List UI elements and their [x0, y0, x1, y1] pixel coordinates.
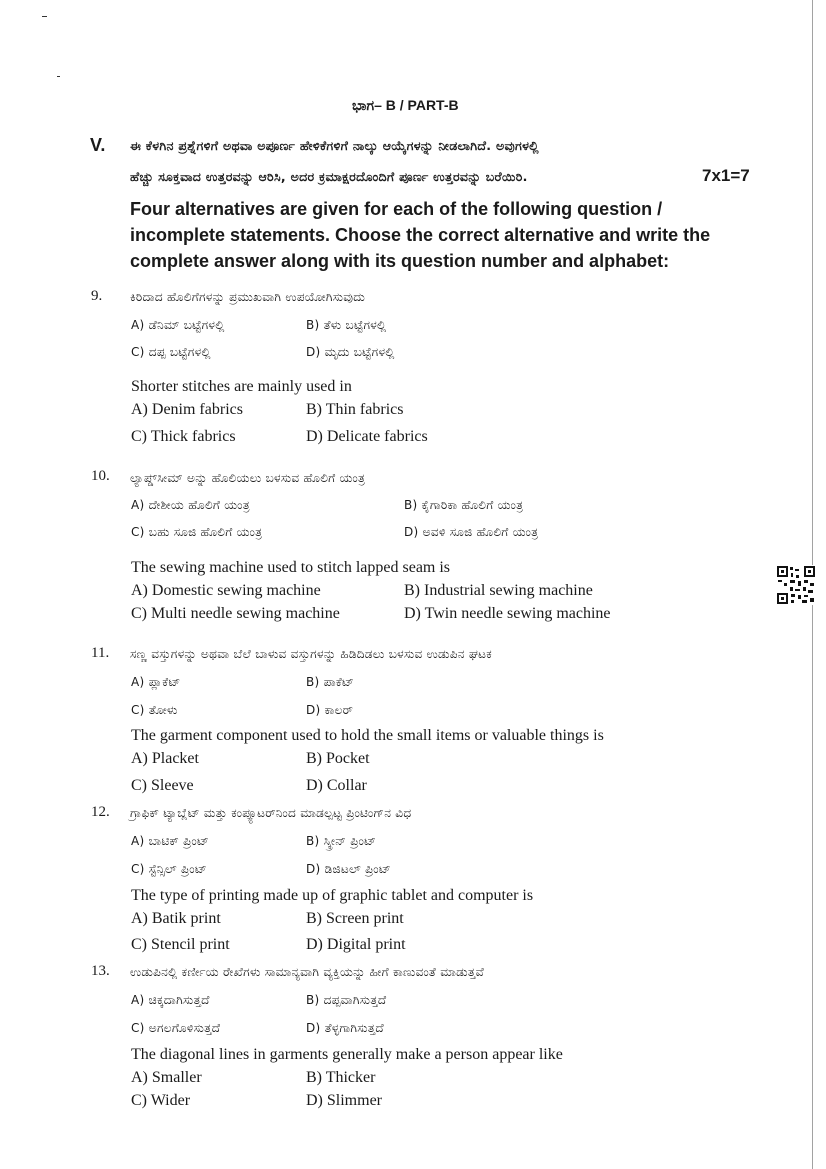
option-english-b: B) Thicker: [306, 1069, 376, 1086]
option-kannada-c: C) ಸ್ಟೆನ್ಸಿಲ್ ಪ್ರಿಂಟ್: [131, 862, 207, 876]
question-number: 11.: [91, 645, 110, 661]
section-instruction-english-1: Four alternatives are given for each of the following question /: [130, 199, 663, 219]
option-kannada-a: A) ಬಾಟಿಕ್ ಪ್ರಿಂಟ್: [131, 834, 210, 848]
option-kannada-b: B) ದಪ್ಪವಾಗಿಸುತ್ತದೆ: [306, 993, 387, 1007]
qr-code-icon: [776, 565, 816, 605]
option-english-b: B) Pocket: [306, 750, 370, 767]
option-kannada-c: C) ದಪ್ಪ ಬಟ್ಟೆಗಳಲ್ಲಿ: [131, 345, 211, 359]
section-number: V.: [90, 135, 106, 155]
option-kannada-b: B) ಪಾಕೆಟ್: [306, 675, 355, 689]
option-english-b: B) Screen print: [306, 910, 404, 927]
option-kannada-c: C) ಬಹು ಸೂಜಿ ಹೊಲಿಗೆ ಯಂತ್ರ: [131, 525, 263, 539]
question-number: 13.: [91, 963, 110, 979]
option-english-a: A) Denim fabrics: [131, 401, 243, 418]
option-kannada-d: D) ಡಿಜಿಟಲ್ ಪ್ರಿಂಟ್: [306, 862, 391, 876]
section-instruction-kannada-1: ಈ ಕೆಳಗಿನ ಪ್ರಶ್ನೆಗಳಿಗೆ ಅಥವಾ ಅಪೂರ್ಣ ಹೇಳಿಕೆಗಳಿಗೆ ನಾಲ್ಕು ಆಯ್ಕೆಗಳನ್ನು ನೀಡಲಾಗಿದೆ. ಅವುಗಳಲ್ಲಿ: [130, 138, 539, 153]
option-english-b: B) Thin fabrics: [306, 401, 404, 418]
option-kannada-a: A) ಪ್ಲಾಕೆಟ್: [131, 675, 181, 689]
option-english-c: C) Multi needle sewing machine: [131, 605, 340, 622]
question-number: 9.: [91, 288, 103, 304]
option-english-c: C) Sleeve: [131, 777, 194, 794]
option-kannada-d: D) ತೆಳ್ಳಗಾಗಿಸುತ್ತದೆ: [306, 1021, 384, 1035]
option-english-d: D) Twin needle sewing machine: [404, 605, 611, 622]
scan-mark: [42, 16, 47, 17]
section-instruction-kannada-2: ಹೆಚ್ಚು ಸೂಕ್ತವಾದ ಉತ್ತರವನ್ನು ಆರಿಸಿ, ಅದರ ಕ್ರಮಾಕ್ಷರದೊಂದಿಗೆ ಪೂರ್ಣ ಉತ್ತರವನ್ನು ಬರೆಯಿರಿ.: [130, 169, 528, 184]
option-kannada-d: D) ಅವಳಿ ಸೂಜಿ ಹೊಲಿಗೆ ಯಂತ್ರ: [404, 525, 539, 539]
question-kannada: ಸಣ್ಣ ವಸ್ತುಗಳನ್ನು ಅಥವಾ ಬೆಲೆ ಬಾಳುವ ವಸ್ತುಗಳನ್ನು ಹಿಡಿದಿಡಲು ಬಳಸುವ ಉಡುಪಿನ ಘಟಕ: [130, 647, 492, 661]
option-english-c: C) Stencil print: [131, 936, 230, 953]
option-kannada-d: D) ಕಾಲರ್: [306, 703, 354, 717]
scan-mark: [57, 76, 60, 77]
option-kannada-b: B) ತೆಳು ಬಟ್ಟೆಗಳಲ್ಲಿ: [306, 318, 387, 332]
option-kannada-a: A) ಚಿಕ್ಕದಾಗಿಸುತ್ತದೆ: [131, 993, 210, 1007]
option-english-a: A) Domestic sewing machine: [131, 582, 321, 599]
option-english-b: B) Industrial sewing machine: [404, 582, 593, 599]
option-kannada-a: A) ಡೆನಿಮ್ ಬಟ್ಟೆಗಳಲ್ಲಿ: [131, 318, 225, 332]
section-marks: 7x1=7: [702, 166, 750, 185]
option-english-d: D) Delicate fabrics: [306, 428, 428, 445]
option-english-a: A) Batik print: [131, 910, 221, 927]
question-kannada: ಕಿರಿದಾದ ಹೊಲಿಗೆಗಳನ್ನು ಪ್ರಮುಖವಾಗಿ ಉಪಯೋಗಿಸುವುದು: [130, 290, 366, 304]
option-kannada-c: C) ತೋಳು: [131, 703, 178, 717]
option-kannada-d: D) ಮೃದು ಬಟ್ಟೆಗಳಲ್ಲಿ: [306, 345, 395, 359]
section-instruction-english-2: incomplete statements. Choose the correct alternative and write the: [130, 225, 711, 245]
option-english-c: C) Wider: [131, 1092, 191, 1109]
option-kannada-c: C) ಅಗಲಗೊಳಿಸುತ್ತದೆ: [131, 1021, 221, 1035]
option-english-d: D) Digital print: [306, 936, 406, 953]
question-number: 10.: [91, 468, 110, 484]
option-english-c: C) Thick fabrics: [131, 428, 236, 445]
option-english-a: A) Smaller: [131, 1069, 202, 1086]
option-english-d: D) Slimmer: [306, 1092, 382, 1109]
part-title: ಭಾಗ– B / PART-B: [352, 97, 459, 113]
question-kannada: ಉಡುಪಿನಲ್ಲಿ ಕರ್ಣೀಯ ರೇಖೆಗಳು ಸಾಮಾನ್ಯವಾಗಿ ವ್ಯಕ್ತಿಯನ್ನು ಹೀಗೆ ಕಾಣುವಂತೆ ಮಾಡುತ್ತವೆ: [130, 965, 485, 979]
question-english: The sewing machine used to stitch lapped seam is: [131, 559, 451, 576]
option-english-a: A) Placket: [131, 750, 199, 767]
option-kannada-b: B) ಸ್ಕ್ರೀನ್ ಪ್ರಿಂಟ್: [306, 834, 377, 848]
question-english: The diagonal lines in garments generally make a person appear like: [131, 1046, 563, 1063]
option-kannada-a: A) ದೇಶೀಯ ಹೊಲಿಗೆ ಯಂತ್ರ: [131, 498, 250, 512]
question-english: Shorter stitches are mainly used in: [131, 378, 352, 395]
question-english: The garment component used to hold the small items or valuable things is: [131, 727, 604, 744]
question-kannada: ಲ್ಯಾಪ್ಡ್‌ಸೀಮ್ ಅನ್ನು ಹೊಲಿಯಲು ಬಳಸುವ ಹೊಲಿಗೆ ಯಂತ್ರ: [130, 471, 366, 485]
question-kannada: ಗ್ರಾಫಿಕ್ ಟ್ಯಾಬ್ಲೆಟ್ ಮತ್ತು ಕಂಪ್ಯೂಟರ್‌ನಿಂದ ಮಾಡಲ್ಪಟ್ಟ ಪ್ರಿಂಟಿಂಗ್‌ನ ವಿಧ: [130, 806, 412, 820]
option-english-d: D) Collar: [306, 777, 367, 794]
question-english: The type of printing made up of graphic tablet and computer is: [131, 887, 534, 904]
option-kannada-b: B) ಕೈಗಾರಿಕಾ ಹೊಲಿಗೆ ಯಂತ್ರ: [404, 498, 524, 512]
section-instruction-english-3: complete answer along with its question number and alphabet:: [130, 251, 670, 271]
question-number: 12.: [91, 804, 110, 820]
